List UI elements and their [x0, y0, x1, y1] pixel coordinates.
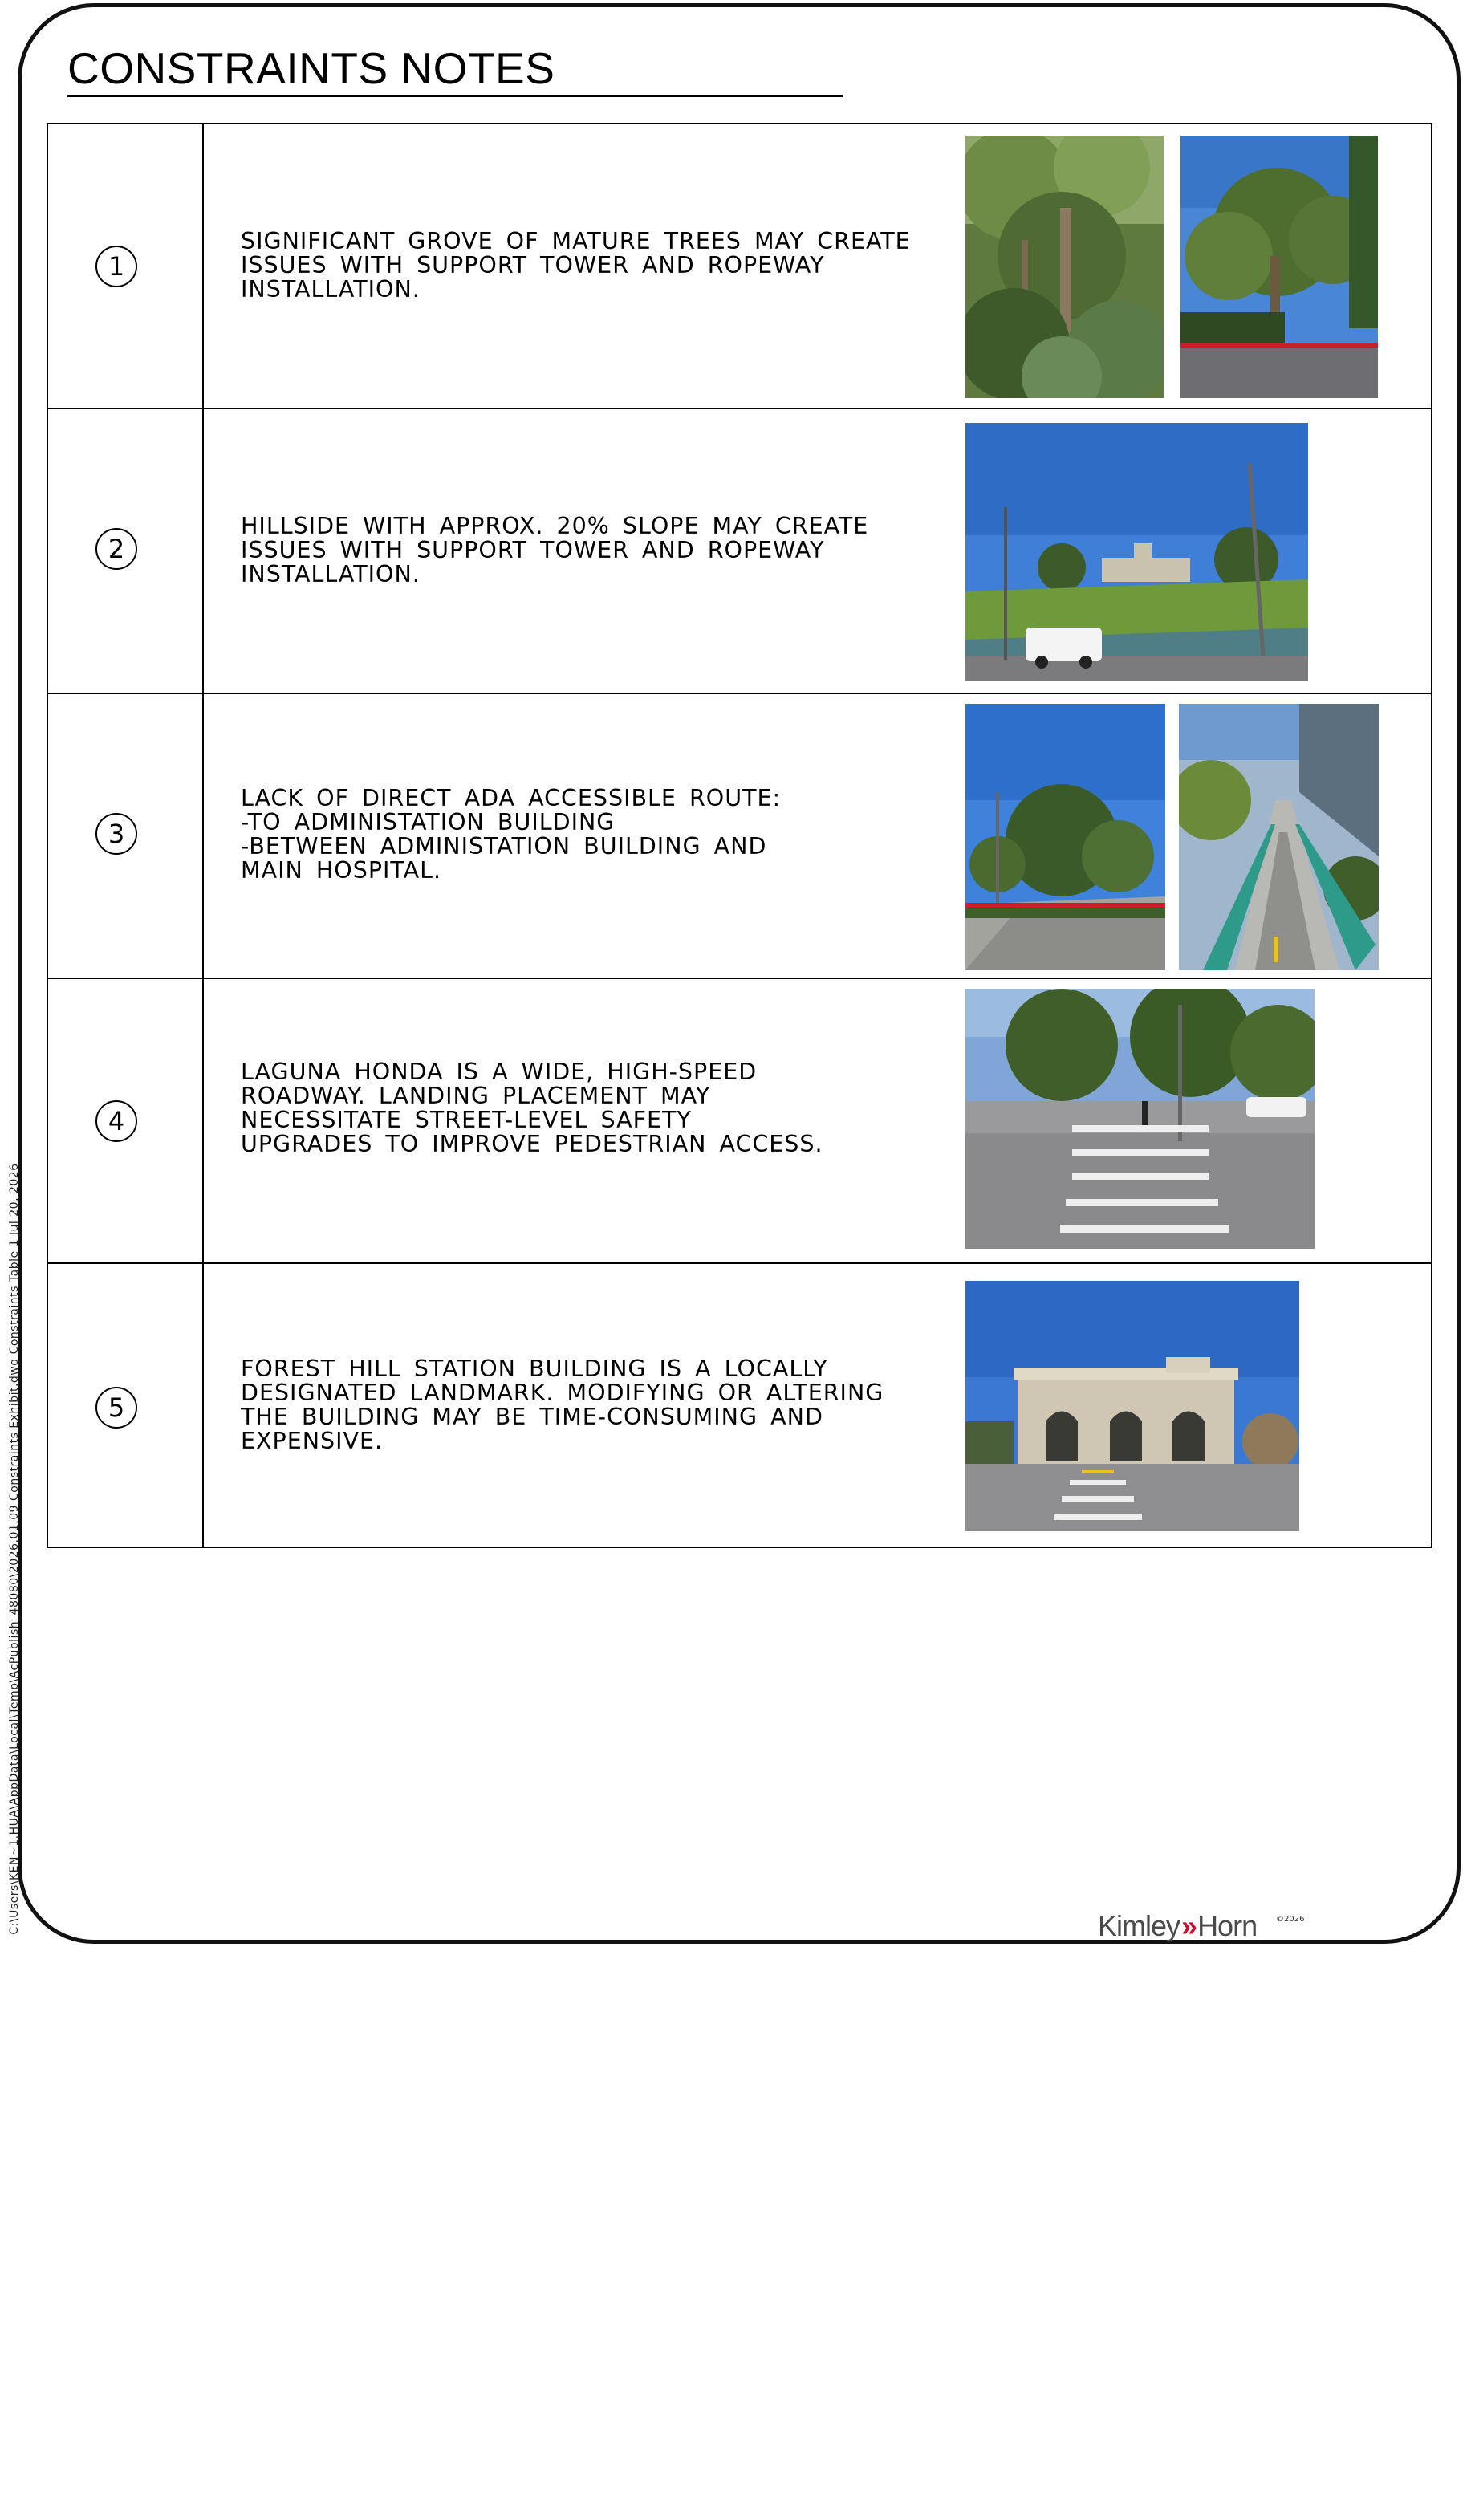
tree-grove-photo [965, 136, 1164, 398]
constraint-note: FOREST HILL STATION BUILDING IS A LOCALLY DESIGNATED LANDMARK. MODIFYING OR ALTERING THE BUILDING MAY BE TIME-CONSUMING AND EXPENSIVE. [241, 1356, 884, 1454]
table-row [48, 124, 1431, 409]
admin-path-photo [965, 704, 1165, 970]
constraints-table [47, 123, 1432, 1548]
forest-hill-station-photo [965, 1281, 1299, 1531]
table-row [48, 409, 1431, 694]
number-cell [48, 979, 204, 1262]
row-number: 5 [95, 1387, 137, 1429]
table-row [48, 1264, 1431, 1548]
logo-kimley: Kimley [1098, 1909, 1180, 1942]
file-path-stamp: C:\Users\KEN~1.HUA\AppData\Local\Temp\AcPublish_48080\2026.01.09 Constraints Exhibit.dwg Constraints Table 1 Jul 20, 2026 [8, 1163, 21, 1935]
number-cell [48, 1264, 204, 1548]
logo-chevrons: » [1181, 1909, 1193, 1942]
row-number: 2 [95, 528, 137, 570]
kimley-horn-logo [1098, 1907, 1306, 1945]
constraint-note: LAGUNA HONDA IS A WIDE, HIGH-SPEED ROADWAY. LANDING PLACEMENT MAY NECESSITATE STREET-LEVEL SAFETY UPGRADES TO IMPROVE PEDESTRIAN ACCESS. [241, 1059, 823, 1157]
number-cell [48, 409, 204, 693]
copyright-mark: ©2026 [1276, 1915, 1305, 1924]
tree-parking-photo [1180, 136, 1378, 398]
page-title: CONSTRAINTS NOTES [67, 42, 843, 97]
logo-horn: Horn [1197, 1909, 1258, 1942]
table-row [48, 979, 1431, 1264]
constraint-note: SIGNIFICANT GROVE OF MATURE TREES MAY CREATE ISSUES WITH SUPPORT TOWER AND ROPEWAY INSTALLATION. [241, 228, 911, 303]
number-cell [48, 694, 204, 978]
row-number: 1 [95, 246, 137, 287]
constraint-note: HILLSIDE WITH APPROX. 20% SLOPE MAY CREATE ISSUES WITH SUPPORT TOWER AND ROPEWAY INSTALLATION. [241, 513, 869, 587]
stairs-photo [1179, 704, 1379, 970]
row-number: 3 [95, 813, 137, 855]
constraint-note: LACK OF DIRECT ADA ACCESSIBLE ROUTE: -TO ADMINISTATION BUILDING -BETWEEN ADMINISTATION BUILDING AND MAIN HOSPITAL. [241, 785, 782, 884]
row-number: 4 [95, 1100, 137, 1142]
hillside-photo [965, 423, 1308, 681]
table-row [48, 694, 1431, 979]
number-cell [48, 124, 204, 408]
laguna-honda-road-photo [965, 989, 1315, 1249]
